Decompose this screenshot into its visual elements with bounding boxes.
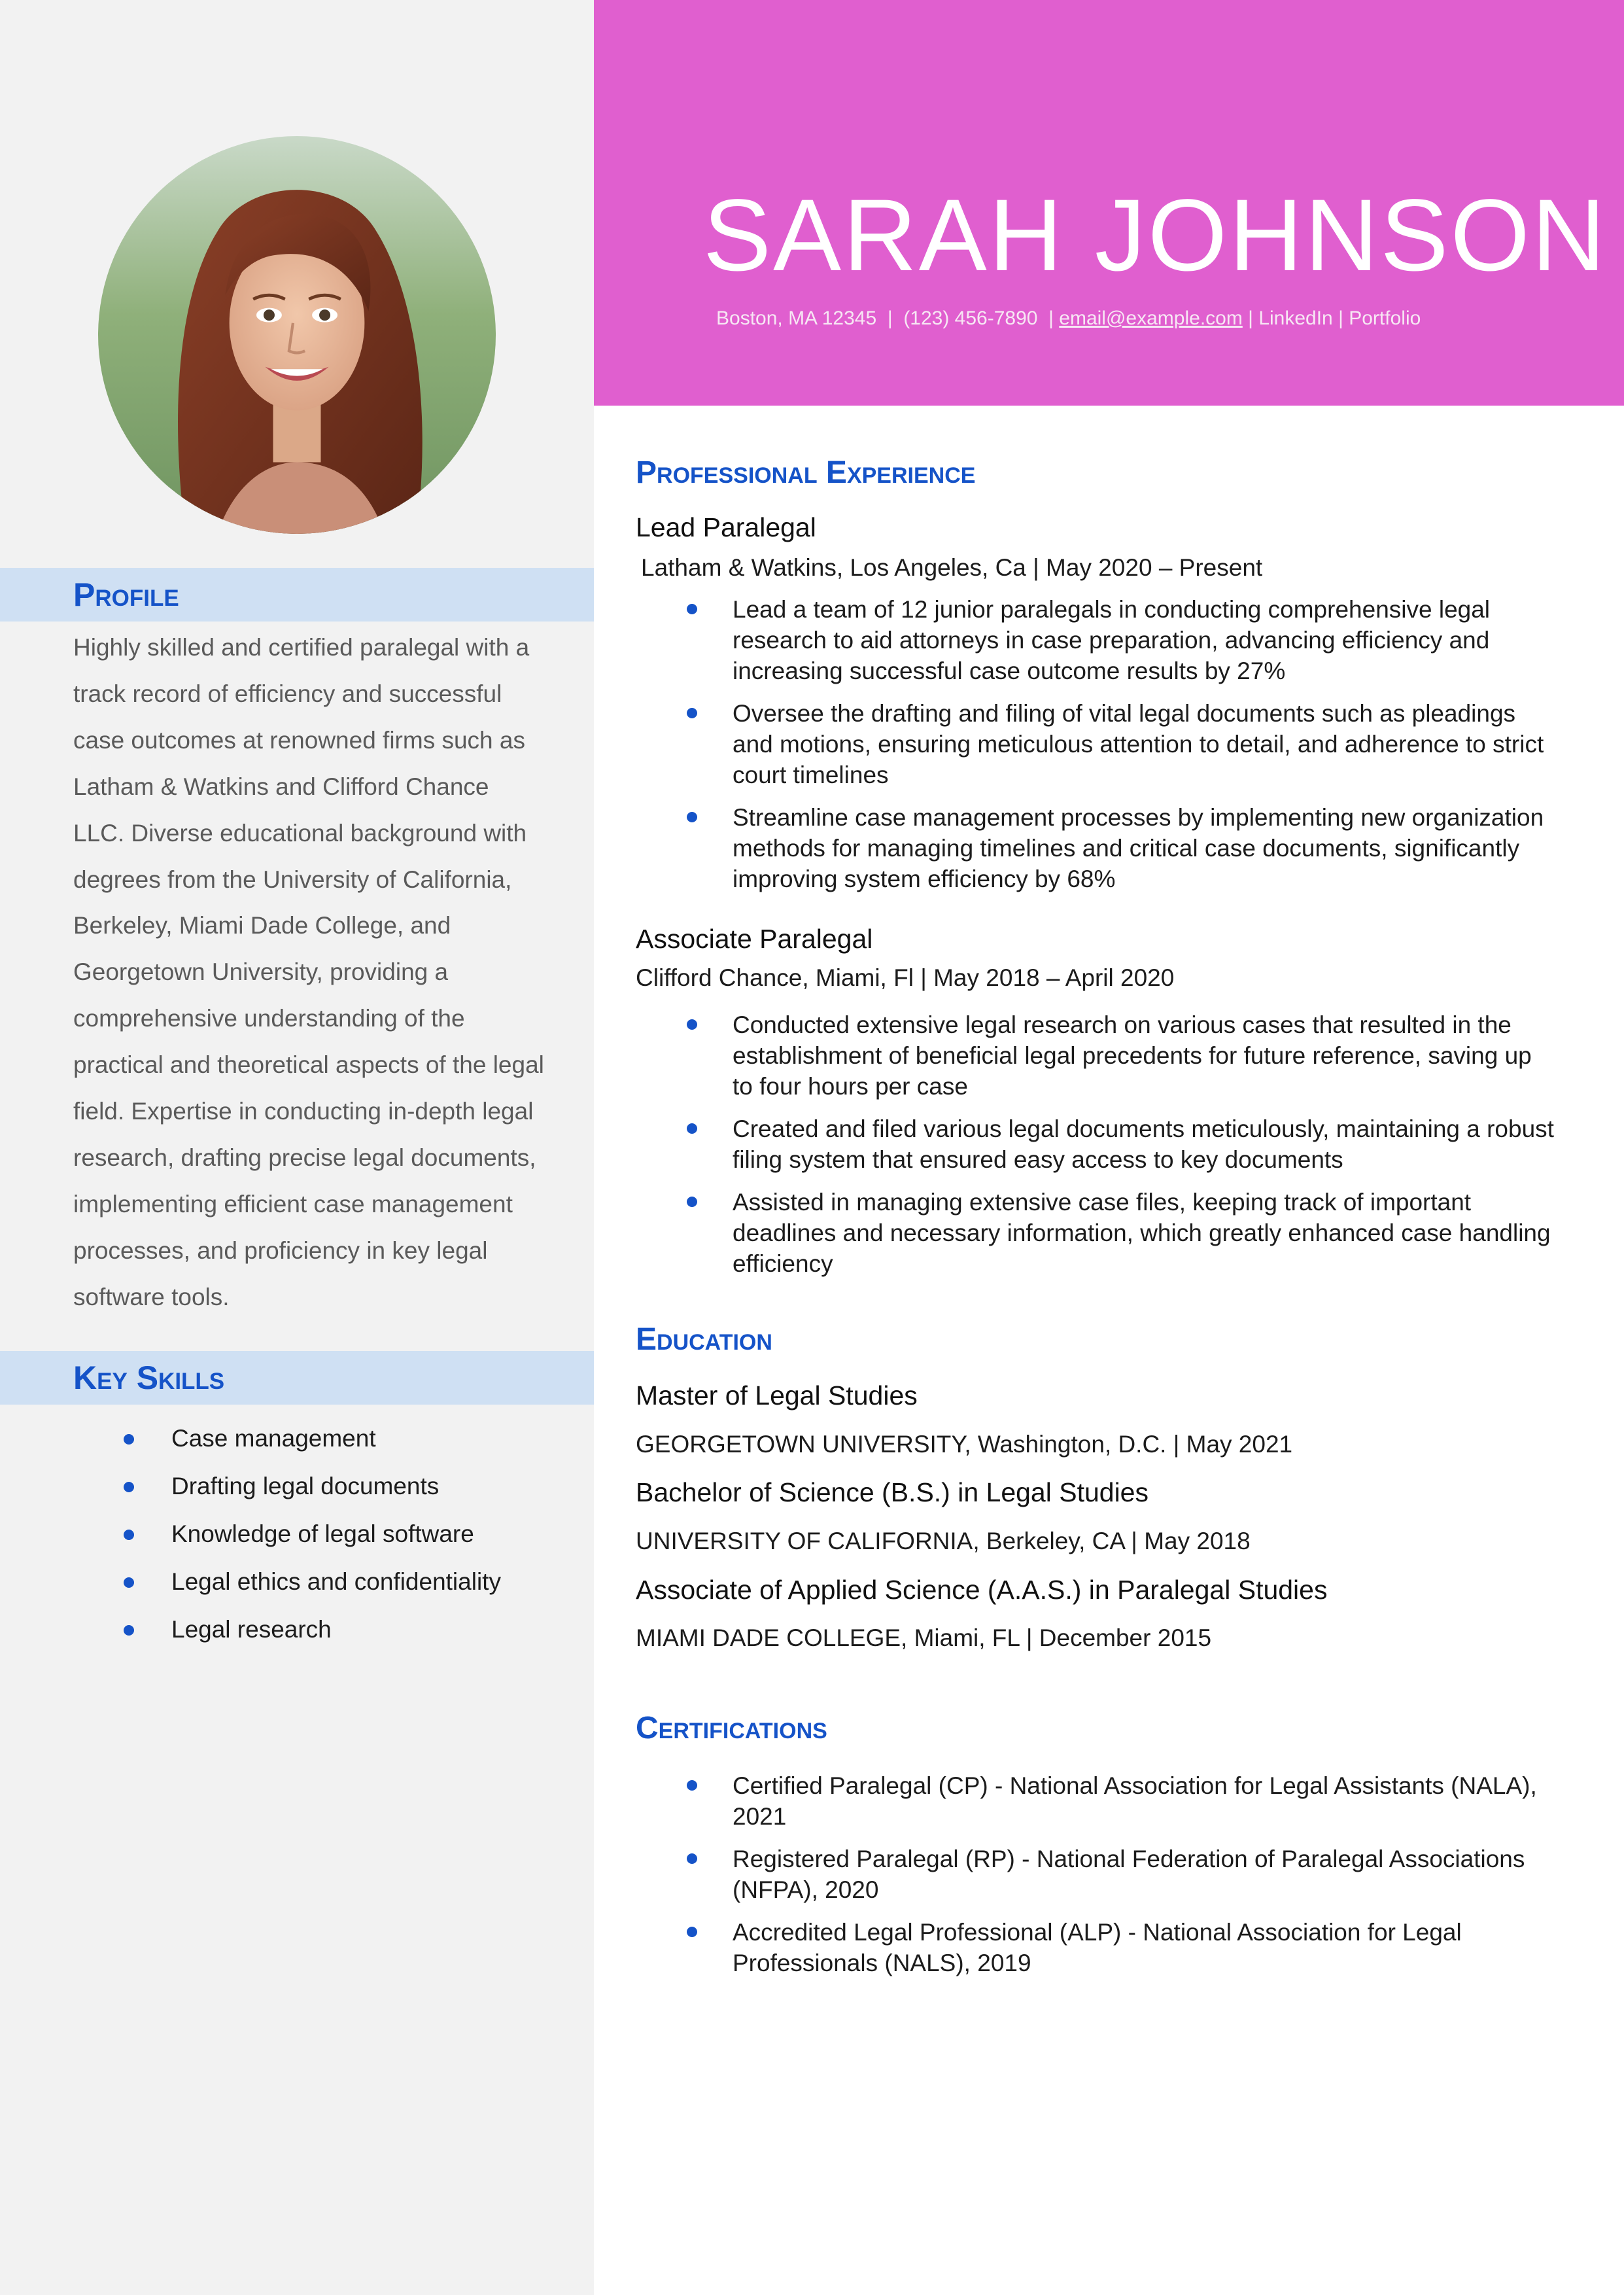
contact-portfolio-link[interactable]: Portfolio bbox=[1349, 307, 1421, 329]
sidebar bbox=[0, 0, 594, 2295]
degree-title: Bachelor of Science (B.S.) in Legal Studies bbox=[636, 1477, 1149, 1507]
contact-separator: | bbox=[1338, 307, 1343, 329]
contact-phone: (123) 456-7890 bbox=[903, 307, 1038, 329]
job-meta: Clifford Chance, Miami, Fl | May 2018 – April 2020 bbox=[636, 964, 1175, 991]
job-bullets bbox=[636, 594, 1564, 906]
contact-linkedin-link[interactable]: LinkedIn bbox=[1258, 307, 1333, 329]
contact-separator: | bbox=[1248, 307, 1253, 329]
certification-item: Registered Paralegal (RP) - National Federation of Paralegal Associations (NFPA), 2020 bbox=[636, 1844, 1564, 1905]
skill-item: Knowledge of legal software bbox=[73, 1510, 570, 1558]
candidate-name: SARAH JOHNSON bbox=[703, 179, 1608, 292]
skill-item: Legal research bbox=[73, 1605, 570, 1653]
job-bullets bbox=[636, 1009, 1564, 1291]
contact-location: Boston, MA 12345 bbox=[716, 307, 877, 329]
job-bullet: Created and filed various legal documents meticulously, maintaining a robust filing system that ensured easy access to key documents bbox=[636, 1113, 1564, 1175]
school-line: UNIVERSITY OF CALIFORNIA, Berkeley, CA | May 2018 bbox=[636, 1528, 1251, 1554]
job-bullet: Conducted extensive legal research on various cases that resulted in the establishment of beneficial legal precedents for future reference, saving up to four hours per case bbox=[636, 1009, 1564, 1102]
skill-item: Case management bbox=[73, 1414, 570, 1462]
profile-heading: Profile bbox=[73, 576, 179, 613]
contact-separator: | bbox=[1048, 307, 1054, 329]
job-title: Associate Paralegal bbox=[636, 924, 873, 954]
profile-summary: Highly skilled and certified paralegal with a track record of efficiency and successful case outcomes at renowned firms such as Latham & Watkins and Clifford Chance LLC. Diverse educational background with degrees from the University of California, Berkeley, Miami Dade College, and Georgetown University, providing a comprehensive understanding of the practical and theoretical aspects of the legal field. Expertise in conducting in-depth legal research, drafting precise legal documents, implementing efficient case management processes, and proficiency in key legal software tools. bbox=[73, 634, 544, 1310]
school-line: GEORGETOWN UNIVERSITY, Washington, D.C. | May 2021 bbox=[636, 1431, 1293, 1458]
school-line: MIAMI DADE COLLEGE, Miami, FL | December 2015 bbox=[636, 1624, 1212, 1651]
skills-list bbox=[73, 1414, 570, 1653]
profile-photo bbox=[98, 136, 496, 534]
experience-heading: Professional Experience bbox=[636, 455, 976, 490]
education-heading: Education bbox=[636, 1322, 772, 1357]
name-header bbox=[594, 0, 1624, 406]
contact-line bbox=[716, 302, 1606, 335]
certifications-heading: Certifications bbox=[636, 1711, 827, 1745]
contact-separator: | bbox=[887, 307, 893, 329]
job-bullet: Streamline case management processes by implementing new organization methods for managing timelines and critical case documents, significantly improving system efficiency by 68% bbox=[636, 802, 1564, 894]
degree-title: Associate of Applied Science (A.A.S.) in Paralegal Studies bbox=[636, 1575, 1328, 1605]
job-meta: Latham & Watkins, Los Angeles, Ca | May 2020 – Present bbox=[641, 554, 1263, 581]
certification-list bbox=[636, 1770, 1564, 1990]
skill-item: Legal ethics and confidentiality bbox=[73, 1558, 570, 1605]
skills-heading: Key Skills bbox=[73, 1359, 225, 1396]
profile-section-header bbox=[0, 568, 594, 622]
certification-item: Accredited Legal Professional (ALP) - National Association for Legal Professionals (NALS), 2019 bbox=[636, 1917, 1564, 1978]
skill-item: Drafting legal documents bbox=[73, 1462, 570, 1510]
job-bullet: Assisted in managing extensive case files, keeping track of important deadlines and necessary information, which greatly enhanced case handling efficiency bbox=[636, 1187, 1564, 1279]
degree-title: Master of Legal Studies bbox=[636, 1380, 918, 1410]
job-bullet: Oversee the drafting and filing of vital legal documents such as pleadings and motions, ensuring meticulous attention to detail, and adherence to strict court timelines bbox=[636, 698, 1564, 790]
job-bullet: Lead a team of 12 junior paralegals in conducting comprehensive legal research to aid attorneys in case preparation, advancing efficiency and increasing successful case outcome results by 27% bbox=[636, 594, 1564, 686]
skills-section-header bbox=[0, 1351, 594, 1405]
certification-item: Certified Paralegal (CP) - National Association for Legal Assistants (NALA), 2021 bbox=[636, 1770, 1564, 1832]
job-title: Lead Paralegal bbox=[636, 512, 816, 542]
contact-email-link[interactable]: email@example.com bbox=[1059, 307, 1243, 329]
